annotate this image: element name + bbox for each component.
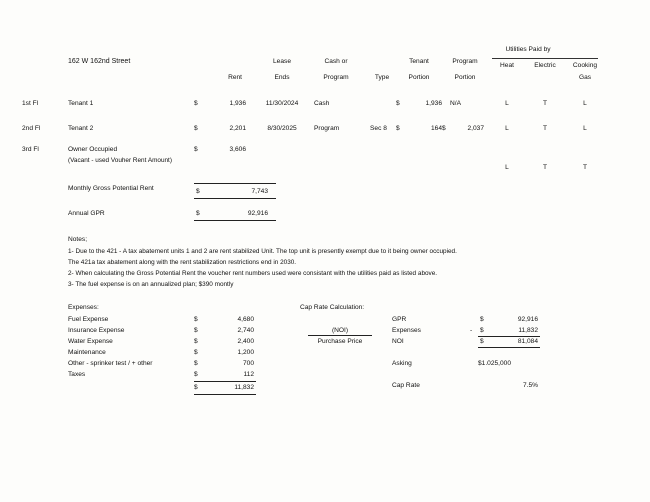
cap-rate-title: Cap Rate Calculation: bbox=[300, 304, 365, 311]
expense-value: 4,680 bbox=[237, 316, 254, 323]
table-row-heat: L bbox=[505, 164, 509, 171]
expense-label: Water Expense bbox=[68, 338, 113, 345]
expense-label: Taxes bbox=[68, 371, 86, 378]
cap-rate-row-label: GPR bbox=[392, 316, 407, 323]
expense-currency: $ bbox=[194, 360, 198, 367]
table-row-lease-ends: 8/30/2025 bbox=[267, 125, 297, 132]
cap-rate-fraction-rule bbox=[308, 335, 372, 336]
annual-gpr-rule bbox=[194, 220, 276, 221]
cap-rate-row-value: 81,084 bbox=[517, 338, 538, 345]
table-row-tenant-currency: $ bbox=[396, 125, 400, 132]
property-address: 162 W 162nd Street bbox=[68, 58, 131, 65]
table-row-cooking-gas: L bbox=[583, 125, 587, 132]
column-header-program-line1: Program bbox=[452, 58, 478, 65]
column-header-tenant-line1: Tenant bbox=[409, 58, 429, 65]
expense-value: 1,200 bbox=[237, 349, 254, 356]
column-header-lease-line2: Ends bbox=[274, 74, 290, 81]
table-row-lease-ends: 11/30/2024 bbox=[265, 100, 299, 107]
table-row-heat: L bbox=[505, 125, 509, 132]
table-row-cooking-gas: L bbox=[583, 100, 587, 107]
column-header-cash-line2: Program bbox=[323, 74, 349, 81]
monthly-gpr-label: Monthly Gross Potential Rent bbox=[68, 185, 154, 192]
cap-rate-value: 7.5% bbox=[522, 382, 538, 389]
table-row-cash-or-program: Cash bbox=[314, 100, 330, 107]
cap-rate-row-currency: $ bbox=[480, 338, 484, 345]
monthly-gpr-bottom-rule bbox=[194, 198, 276, 199]
expense-currency: $ bbox=[194, 338, 198, 345]
cap-rate-row-currency: $ bbox=[480, 327, 484, 334]
expenses-total-rule bbox=[194, 381, 256, 382]
table-row-type: Sec 8 bbox=[370, 125, 387, 132]
cap-rate-row-value: 11,832 bbox=[518, 327, 538, 334]
cap-rate-row-value: 92,916 bbox=[517, 316, 538, 323]
note-item: 3- The fuel expense is on an annualized plan; $390 montly bbox=[68, 281, 234, 288]
column-header-program-line2: Portion bbox=[454, 74, 476, 81]
expense-label: Fuel Expense bbox=[68, 316, 109, 323]
table-row-tenant: Owner Occupied bbox=[68, 146, 118, 153]
table-row-tenant-portion: 164 bbox=[430, 125, 442, 132]
expenses-total-currency: $ bbox=[194, 384, 198, 391]
table-row-floor: 2nd Fl bbox=[22, 125, 41, 132]
cap-rate-row-sign: - bbox=[470, 327, 473, 334]
table-row-electric: T bbox=[542, 164, 548, 171]
table-row-program-currency: $ bbox=[442, 125, 446, 132]
expense-label: Maintenance bbox=[68, 349, 106, 356]
expenses-title: Expenses: bbox=[68, 304, 99, 311]
table-row-program-portion: 2,037 bbox=[467, 125, 484, 132]
expenses-total-bottom-rule bbox=[194, 394, 256, 395]
table-row-program-portion: N/A bbox=[450, 100, 461, 107]
column-header-heat: Heat bbox=[500, 62, 514, 69]
column-header-cooking-line2: Gas bbox=[578, 74, 592, 81]
column-header-electric: Electric bbox=[534, 62, 556, 69]
notes-title: Notes; bbox=[68, 236, 88, 243]
note-item: 2- When calculating the Gross Potential Rent the voucher rent numbers used were consistant with the utilities paid as listed above. bbox=[68, 270, 438, 277]
table-row-floor: 1st Fl bbox=[22, 100, 39, 107]
column-header-type: Type bbox=[374, 74, 390, 81]
table-row-rent: 1,936 bbox=[229, 100, 246, 107]
expense-value: 112 bbox=[243, 371, 254, 378]
column-header-rent: Rent bbox=[228, 74, 242, 81]
note-item: 1- Due to the 421 - A tax abatement units 1 and 2 are rent stabilized Unit. The top unit is presently exempt due to it being owner occupied. bbox=[68, 248, 457, 255]
column-header-utilities-paid-by: Utilities Paid by bbox=[505, 46, 551, 53]
cap-rate-row-label: Expenses bbox=[392, 327, 421, 334]
table-row-rent-currency: $ bbox=[194, 125, 198, 132]
table-row-electric: T bbox=[542, 100, 548, 107]
cap-rate-row-label: NOI bbox=[392, 338, 404, 345]
table-row-heat: L bbox=[505, 100, 509, 107]
table-row-electric: T bbox=[542, 125, 548, 132]
annual-gpr-label: Annual GPR bbox=[68, 210, 105, 217]
annual-gpr-value: 92,916 bbox=[247, 210, 268, 217]
utilities-header-divider bbox=[492, 58, 598, 59]
monthly-gpr-top-rule bbox=[194, 183, 276, 184]
column-header-lease-line1: Lease bbox=[273, 58, 291, 65]
monthly-gpr-value: 7,743 bbox=[251, 188, 268, 195]
table-row-tenant-portion: 1,936 bbox=[425, 100, 442, 107]
purchase-price-label: Purchase Price bbox=[317, 338, 363, 345]
table-row-floor: 3rd Fl bbox=[22, 146, 39, 153]
cap-rate-row-currency: $ bbox=[480, 316, 484, 323]
expenses-total-value: 11,832 bbox=[234, 384, 254, 391]
table-row-tenant: Tenant 1 bbox=[68, 100, 94, 107]
table-row-rent: 3,606 bbox=[229, 146, 246, 153]
asking-value: $1.025,000 bbox=[478, 360, 512, 367]
expense-label: Insurance Expense bbox=[68, 327, 125, 334]
monthly-gpr-currency: $ bbox=[196, 188, 200, 195]
expense-label: Other - sprinker test / + other bbox=[68, 360, 153, 367]
table-row-tenant-subnote: (Vacant - used Vouher Rent Amount) bbox=[68, 157, 172, 164]
expense-currency: $ bbox=[194, 327, 198, 334]
table-row-rent: 2,201 bbox=[229, 125, 246, 132]
note-item: The 421a tax abatement along with the rent stabilization restrictions end in 2030. bbox=[68, 259, 297, 266]
table-row-cooking-gas: T bbox=[582, 164, 588, 171]
cap-rate-subtotal-rule bbox=[478, 336, 540, 337]
cap-rate-noi-rule bbox=[478, 347, 540, 348]
table-row-tenant-currency: $ bbox=[396, 100, 400, 107]
expense-value: 2,740 bbox=[237, 327, 254, 334]
annual-gpr-currency: $ bbox=[196, 210, 200, 217]
column-header-cooking-line1: Cooking bbox=[572, 62, 598, 69]
table-row-tenant: Tenant 2 bbox=[68, 125, 94, 132]
rent-roll-sheet bbox=[22, 36, 628, 436]
noi-label: (NOI) bbox=[331, 327, 349, 334]
expense-value: 2,400 bbox=[237, 338, 254, 345]
expense-currency: $ bbox=[194, 371, 198, 378]
cap-rate-label: Cap Rate bbox=[392, 382, 420, 389]
column-header-tenant-line2: Portion bbox=[408, 74, 430, 81]
expense-currency: $ bbox=[194, 349, 198, 356]
expense-currency: $ bbox=[194, 316, 198, 323]
expense-value: 700 bbox=[242, 360, 254, 367]
table-row-cash-or-program: Program bbox=[314, 125, 340, 132]
table-row-rent-currency: $ bbox=[194, 146, 198, 153]
asking-label: Asking bbox=[392, 360, 412, 367]
table-row-rent-currency: $ bbox=[194, 100, 198, 107]
column-header-cash-line1: Cash or bbox=[324, 58, 348, 65]
